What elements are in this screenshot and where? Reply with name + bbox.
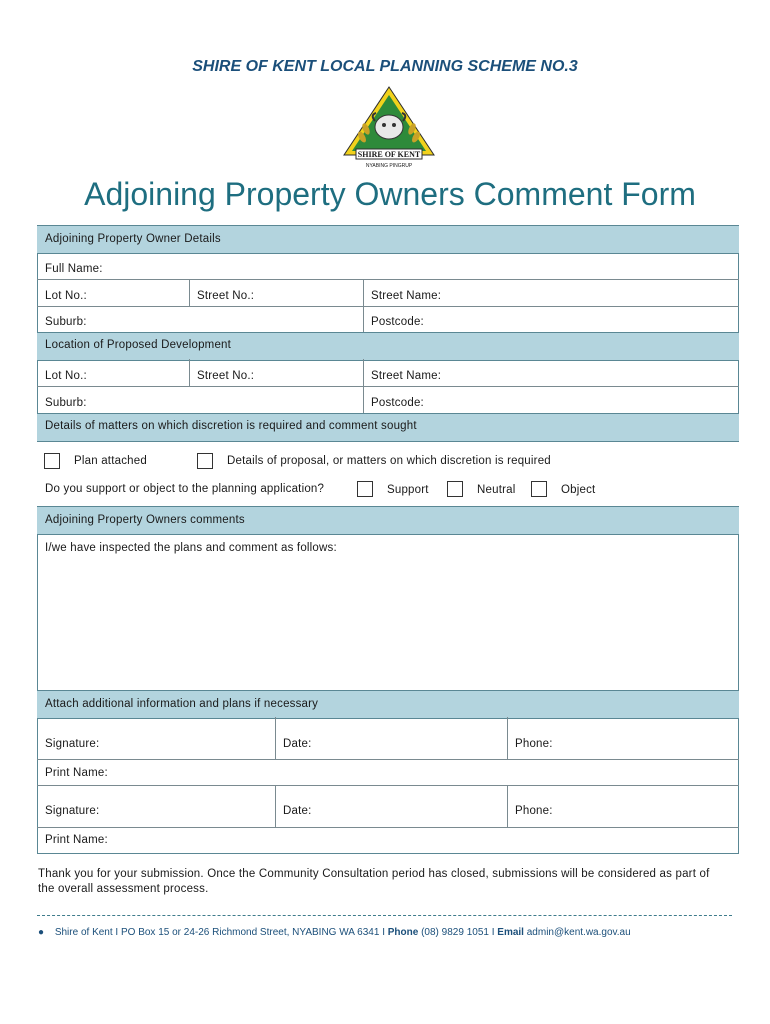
footer-email[interactable]: admin@kent.wa.gov.au	[523, 927, 631, 938]
owner-details-heading: Adjoining Property Owner Details	[45, 233, 221, 245]
location-suburb-label: Suburb:	[45, 397, 87, 409]
print-name-label-2: Print Name:	[45, 834, 108, 846]
plan-attached-checkbox[interactable]	[44, 453, 60, 469]
divider	[189, 359, 190, 386]
location-lot-label: Lot No.:	[45, 370, 87, 382]
support-checkbox[interactable]	[357, 481, 373, 497]
comments-textarea[interactable]	[38, 534, 738, 690]
scheme-title: SHIRE OF KENT LOCAL PLANNING SCHEME NO.3	[192, 58, 578, 75]
support-label: Support	[387, 484, 429, 496]
comments-heading: Adjoining Property Owners comments	[45, 514, 245, 526]
footer-contact	[38, 927, 631, 938]
footer-email-label: Email	[497, 927, 524, 938]
details-proposal-checkbox[interactable]	[197, 453, 213, 469]
owner-street-name-label: Street Name:	[371, 290, 442, 302]
attach-heading: Attach additional information and plans if necessary	[45, 698, 319, 710]
footer-phone: (08) 9829 1051 I	[418, 927, 498, 938]
details-proposal-label: Details of proposal, or matters on which discretion is required	[227, 455, 551, 467]
location-street-name-label: Street Name:	[371, 370, 442, 382]
phone-label-2: Phone:	[515, 805, 553, 817]
location-heading: Location of Proposed Development	[45, 339, 232, 351]
print-name-label-1: Print Name:	[45, 767, 108, 779]
divider	[189, 279, 190, 306]
support-question: Do you support or object to the planning application?	[45, 483, 325, 495]
object-label: Object	[561, 484, 596, 496]
owner-street-no-label: Street No.:	[197, 290, 255, 302]
location-street-no-label: Street No.:	[197, 370, 255, 382]
neutral-checkbox[interactable]	[447, 481, 463, 497]
closing-text: Thank you for your submission. Once the Community Consultation period has closed, submissions will be considered as part of the overall assessment process.	[38, 868, 710, 895]
date-label-1: Date:	[283, 738, 312, 750]
footer-address: Shire of Kent I PO Box 15 or 24-26 Richmond Street, NYABING WA 6341 I	[54, 927, 388, 938]
location-postcode-label: Postcode:	[371, 397, 424, 409]
date-label-2: Date:	[283, 805, 312, 817]
divider	[37, 306, 739, 307]
divider	[37, 827, 739, 828]
divider	[275, 717, 276, 759]
comments-prompt: I/we have inspected the plans and comment as follows:	[45, 542, 337, 554]
owner-lot-label: Lot No.:	[45, 290, 87, 302]
footer-phone-label: Phone	[387, 927, 419, 938]
signature-label-2: Signature:	[45, 805, 100, 817]
divider	[37, 759, 739, 760]
divider	[507, 717, 508, 759]
divider	[507, 785, 508, 827]
discretion-heading: Details of matters on which discretion is required and comment sought	[45, 420, 417, 432]
shire-logo	[342, 85, 436, 169]
logo-subtext: NYABING PINGRUP	[365, 163, 413, 169]
owner-full-name-label: Full Name:	[45, 263, 103, 275]
plan-attached-label: Plan attached	[74, 455, 147, 467]
divider	[37, 386, 739, 387]
owner-suburb-label: Suburb:	[45, 316, 87, 328]
object-checkbox[interactable]	[531, 481, 547, 497]
signature-label-1: Signature:	[45, 738, 100, 750]
neutral-label: Neutral	[477, 484, 516, 496]
divider	[37, 785, 739, 786]
divider	[37, 279, 739, 280]
divider	[275, 785, 276, 827]
bullet-icon: ●	[38, 927, 45, 938]
shire-crest-icon	[342, 85, 436, 169]
logo-text: SHIRE OF KENT	[357, 150, 421, 159]
phone-label-1: Phone:	[515, 738, 553, 750]
form-title: Adjoining Property Owners Comment Form	[84, 176, 696, 212]
owner-postcode-label: Postcode:	[371, 316, 424, 328]
footer-divider	[37, 915, 732, 916]
